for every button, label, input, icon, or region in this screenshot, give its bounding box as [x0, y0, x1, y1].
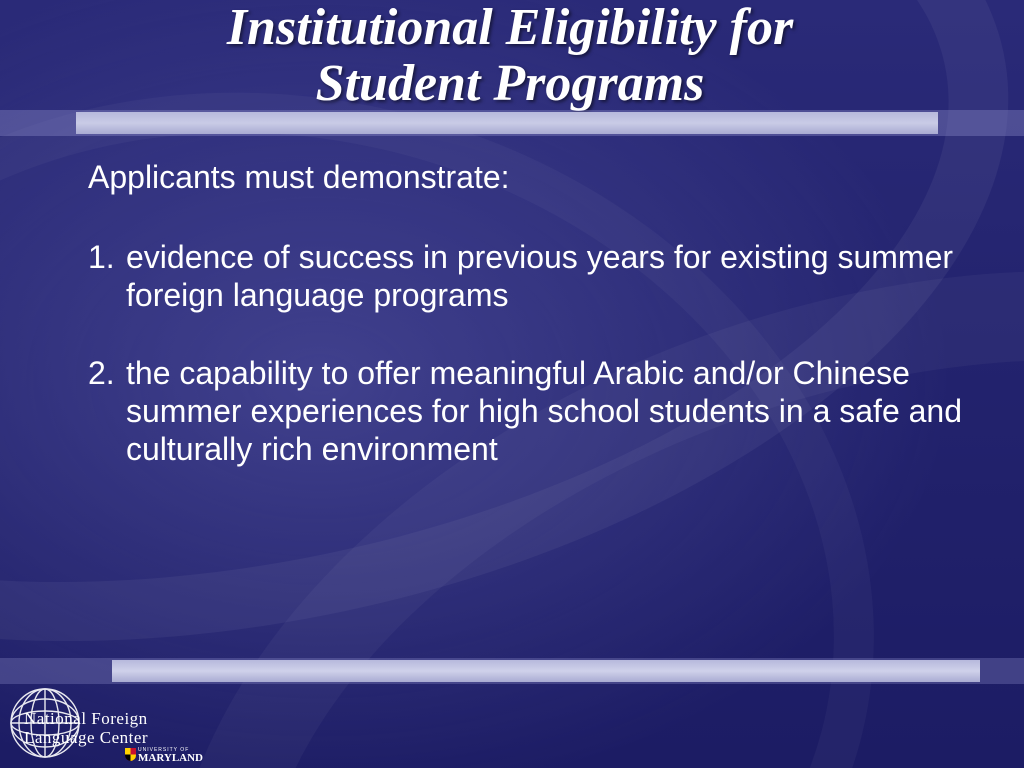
umd-shield-icon	[125, 748, 136, 761]
logo-text-line-2: Language Center	[24, 728, 149, 747]
umd-maryland: MARYLAND	[138, 752, 203, 764]
slide-title-line-2: Student Programs	[315, 55, 705, 112]
list-item-text: evidence of success in previous years for existing summer foreign language programs	[126, 239, 954, 313]
nflc-logo	[8, 684, 218, 764]
intro-text: Applicants must demonstrate:	[88, 159, 510, 195]
top-divider-bar	[76, 112, 938, 134]
list-item-text: the capability to offer meaningful Arabic and/or Chinese summer experiences for high school students in a safe and culturally rich environment	[126, 355, 963, 467]
list-item	[88, 238, 988, 314]
list-item-number: 1.	[88, 239, 115, 275]
logo-text-line-1: National Foreign	[24, 709, 148, 728]
bottom-divider-bar	[112, 660, 980, 682]
list-item-number: 2.	[88, 355, 115, 391]
list-item	[88, 354, 988, 468]
slide-title	[60, 0, 960, 112]
slide-title-line-1: Institutional Eligibility for	[226, 0, 794, 56]
slide-body	[88, 158, 988, 508]
umd-university-of: UNIVERSITY OF	[138, 747, 190, 753]
